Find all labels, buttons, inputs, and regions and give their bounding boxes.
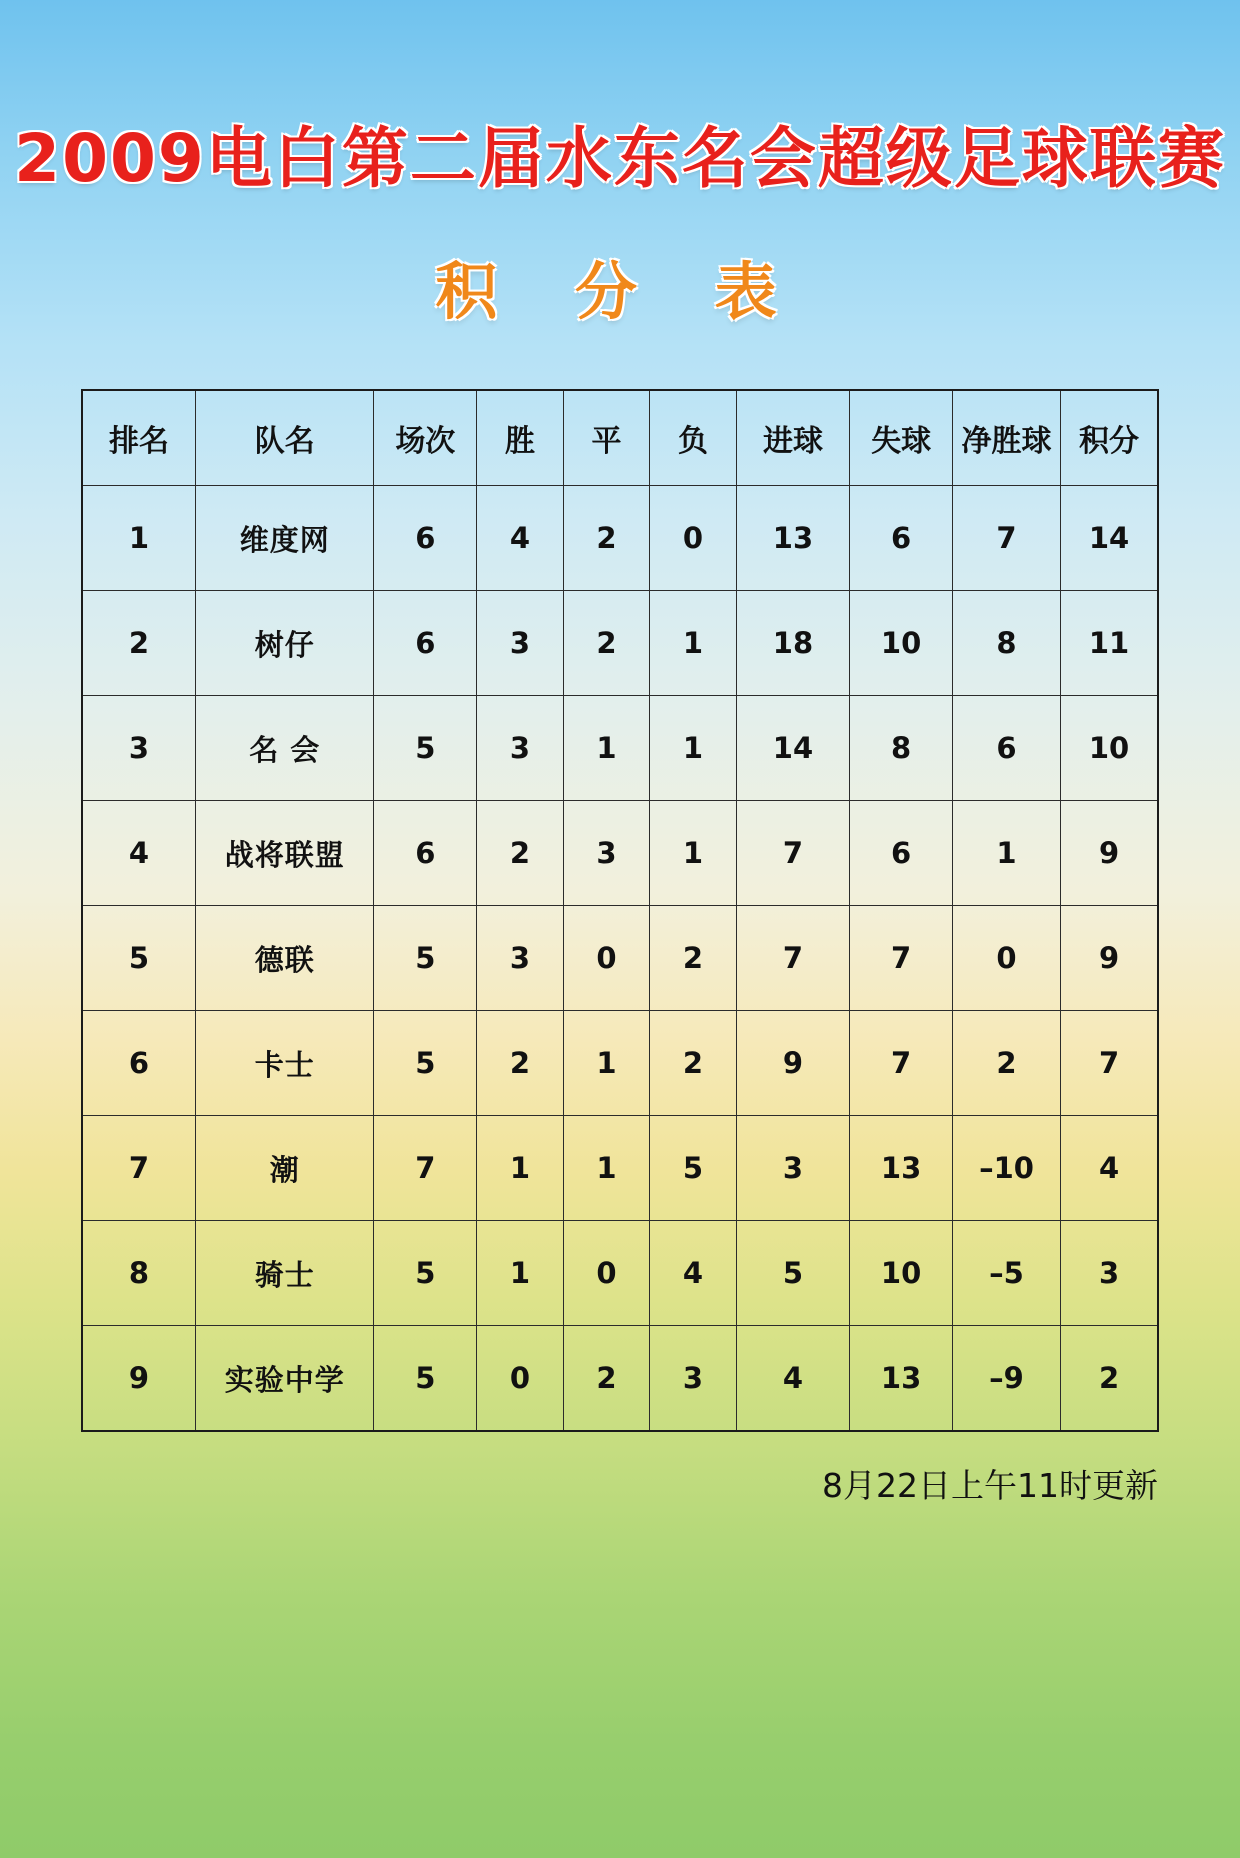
table-row — [82, 1011, 1158, 1116]
cell-played: 5 — [374, 906, 477, 1011]
cell-loss: 4 — [650, 1221, 737, 1326]
cell-played: 6 — [374, 801, 477, 906]
column-header-goal-diff: 净胜球 — [952, 390, 1060, 486]
cell-goals-against: 7 — [850, 906, 953, 1011]
cell-draw: 1 — [563, 1116, 650, 1221]
cell-goals-against: 10 — [850, 1221, 953, 1326]
cell-win: 0 — [477, 1326, 564, 1432]
table-row — [82, 591, 1158, 696]
cell-goal-diff: –9 — [952, 1326, 1060, 1432]
cell-points: 9 — [1061, 801, 1158, 906]
page-subtitle: 积 分 表 — [435, 255, 805, 328]
cell-win: 4 — [477, 486, 564, 591]
cell-goals-against: 13 — [850, 1326, 953, 1432]
cell-team: 骑士 — [196, 1221, 374, 1326]
cell-team: 卡士 — [196, 1011, 374, 1116]
cell-rank: 7 — [82, 1116, 196, 1221]
table-header-row — [82, 390, 1158, 486]
cell-draw: 0 — [563, 1221, 650, 1326]
cell-points: 3 — [1061, 1221, 1158, 1326]
cell-goals-against: 10 — [850, 591, 953, 696]
cell-goals-for: 18 — [736, 591, 850, 696]
cell-draw: 1 — [563, 696, 650, 801]
standings-table — [81, 389, 1159, 1432]
cell-goals-for: 3 — [736, 1116, 850, 1221]
cell-rank: 1 — [82, 486, 196, 591]
cell-goals-against: 8 — [850, 696, 953, 801]
cell-loss: 1 — [650, 696, 737, 801]
cell-draw: 3 — [563, 801, 650, 906]
cell-points: 10 — [1061, 696, 1158, 801]
cell-loss: 5 — [650, 1116, 737, 1221]
column-header-points: 积分 — [1061, 390, 1158, 486]
cell-goals-for: 5 — [736, 1221, 850, 1326]
column-header-team: 队名 — [196, 390, 374, 486]
cell-goals-for: 7 — [736, 906, 850, 1011]
cell-points: 9 — [1061, 906, 1158, 1011]
poster — [0, 105, 1240, 1858]
cell-rank: 8 — [82, 1221, 196, 1326]
standings-table-container — [81, 389, 1159, 1432]
column-header-goals-for: 进球 — [736, 390, 850, 486]
cell-draw: 1 — [563, 1011, 650, 1116]
cell-played: 5 — [374, 1326, 477, 1432]
cell-team: 实验中学 — [196, 1326, 374, 1432]
cell-team: 德联 — [196, 906, 374, 1011]
cell-played: 6 — [374, 486, 477, 591]
cell-goal-diff: 0 — [952, 906, 1060, 1011]
cell-win: 2 — [477, 1011, 564, 1116]
cell-points: 7 — [1061, 1011, 1158, 1116]
cell-loss: 1 — [650, 801, 737, 906]
cell-draw: 0 — [563, 906, 650, 1011]
cell-rank: 6 — [82, 1011, 196, 1116]
cell-goals-against: 13 — [850, 1116, 953, 1221]
cell-loss: 0 — [650, 486, 737, 591]
cell-draw: 2 — [563, 1326, 650, 1432]
cell-rank: 4 — [82, 801, 196, 906]
column-header-played: 场次 — [374, 390, 477, 486]
cell-loss: 3 — [650, 1326, 737, 1432]
cell-played: 5 — [374, 1221, 477, 1326]
cell-team: 名 会 — [196, 696, 374, 801]
cell-goal-diff: –5 — [952, 1221, 1060, 1326]
cell-points: 14 — [1061, 486, 1158, 591]
cell-win: 1 — [477, 1221, 564, 1326]
table-row — [82, 1221, 1158, 1326]
cell-goal-diff: –10 — [952, 1116, 1060, 1221]
cell-team: 潮 — [196, 1116, 374, 1221]
table-row — [82, 1116, 1158, 1221]
cell-goals-against: 7 — [850, 1011, 953, 1116]
cell-played: 5 — [374, 1011, 477, 1116]
column-header-goals-against: 失球 — [850, 390, 953, 486]
cell-loss: 1 — [650, 591, 737, 696]
cell-goals-for: 13 — [736, 486, 850, 591]
cell-team: 树仔 — [196, 591, 374, 696]
table-row — [82, 486, 1158, 591]
column-header-draw: 平 — [563, 390, 650, 486]
cell-goals-for: 14 — [736, 696, 850, 801]
cell-rank: 2 — [82, 591, 196, 696]
cell-goal-diff: 2 — [952, 1011, 1060, 1116]
cell-win: 1 — [477, 1116, 564, 1221]
cell-goals-against: 6 — [850, 486, 953, 591]
table-row — [82, 1326, 1158, 1432]
cell-loss: 2 — [650, 1011, 737, 1116]
cell-team: 维度网 — [196, 486, 374, 591]
cell-draw: 2 — [563, 486, 650, 591]
column-header-loss: 负 — [650, 390, 737, 486]
cell-win: 3 — [477, 591, 564, 696]
cell-team: 战将联盟 — [196, 801, 374, 906]
cell-played: 7 — [374, 1116, 477, 1221]
cell-goal-diff: 6 — [952, 696, 1060, 801]
cell-goal-diff: 7 — [952, 486, 1060, 591]
cell-loss: 2 — [650, 906, 737, 1011]
cell-points: 4 — [1061, 1116, 1158, 1221]
cell-rank: 9 — [82, 1326, 196, 1432]
cell-played: 5 — [374, 696, 477, 801]
table-row — [82, 906, 1158, 1011]
cell-goals-for: 9 — [736, 1011, 850, 1116]
cell-goals-for: 7 — [736, 801, 850, 906]
cell-win: 3 — [477, 906, 564, 1011]
cell-goals-against: 6 — [850, 801, 953, 906]
cell-rank: 5 — [82, 906, 196, 1011]
cell-draw: 2 — [563, 591, 650, 696]
update-note: 8月22日上午11时更新 — [822, 1466, 1158, 1505]
table-row — [82, 696, 1158, 801]
cell-points: 2 — [1061, 1326, 1158, 1432]
cell-goal-diff: 8 — [952, 591, 1060, 696]
cell-rank: 3 — [82, 696, 196, 801]
column-header-win: 胜 — [477, 390, 564, 486]
column-header-rank: 排名 — [82, 390, 196, 486]
cell-points: 11 — [1061, 591, 1158, 696]
cell-played: 6 — [374, 591, 477, 696]
page-title: 2009电白第二届水东名会超级足球联赛 — [14, 120, 1226, 197]
cell-win: 2 — [477, 801, 564, 906]
table-row — [82, 801, 1158, 906]
cell-goals-for: 4 — [736, 1326, 850, 1432]
cell-win: 3 — [477, 696, 564, 801]
cell-goal-diff: 1 — [952, 801, 1060, 906]
